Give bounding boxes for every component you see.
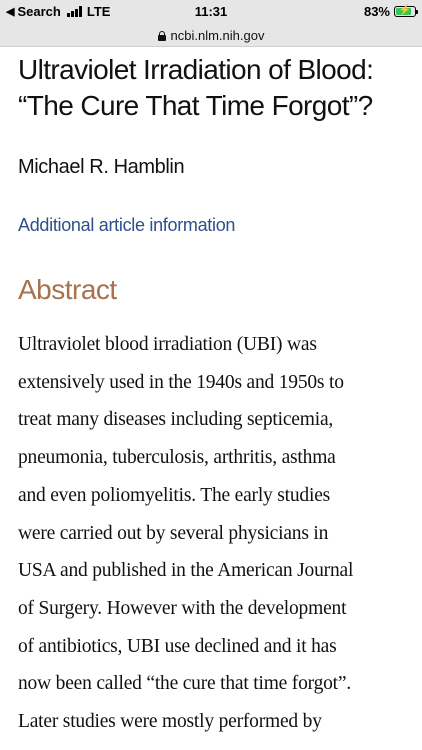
abstract-line: USA and published in the American Journal [18,560,354,582]
lock-icon [158,31,166,41]
abstract-line: now been called “the cure that time forgot”. [18,673,352,695]
abstract-line: Ultraviolet blood irradiation (UBI) was [18,334,317,355]
author-name[interactable]: Michael R. Hamblin [18,156,185,178]
abstract-line: treat many diseases including septicemia, [18,409,334,431]
abstract-line: of Surgery. However with the development [18,597,347,619]
abstract-text [18,326,406,741]
network-type: LTE [86,4,111,19]
back-label: Search [17,4,61,19]
status-bar [0,0,422,24]
abstract-line: pneumonia, tuberculosis, arthritis, asthma [18,447,336,469]
battery-charging-icon: ⚡ [394,6,416,17]
battery-percent: 83% [363,4,390,19]
back-arrow-icon: ◀ [6,6,15,18]
article-title-line-2: “The Cure That Time Forgot”? [18,90,373,121]
article-content [18,52,406,741]
url-text: ncbi.nlm.nih.gov [170,27,265,43]
article-title [18,52,406,124]
back-to-search[interactable] [6,4,110,19]
abstract-line: and even poliomyelitis. The early studies [18,484,331,506]
abstract-line: extensively used in the 1940s and 1950s to [18,371,344,393]
address-bar[interactable] [0,24,422,47]
cellular-signal-icon [67,6,82,17]
clock: 11:31 [194,4,228,19]
abstract-heading: Abstract [18,274,117,305]
additional-article-info-link[interactable]: Additional article information [18,215,236,235]
abstract-line: were carried out by several physicians in [18,522,329,544]
article-title-line-1: Ultraviolet Irradiation of Blood: [18,54,374,85]
abstract-line: Later studies were mostly performed by [18,711,322,733]
abstract-line: of antibiotics, UBI use declined and it has [18,635,337,657]
